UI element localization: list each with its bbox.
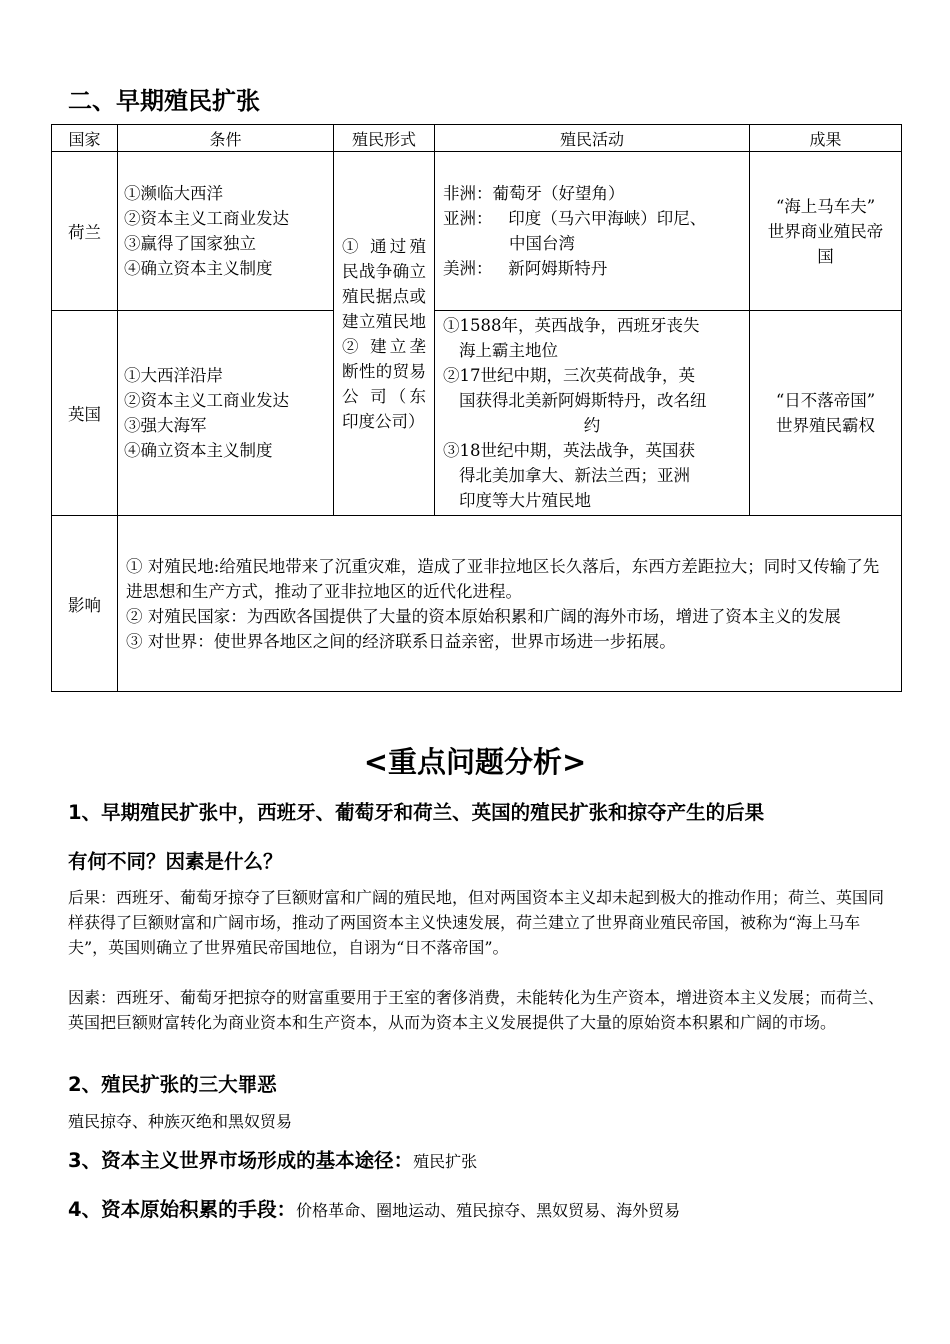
activity-item: ②17世纪中期，三次英荷战争，英 [443, 366, 695, 385]
header-country: 国家 [52, 125, 118, 152]
header-colonial-activities: 殖民活动 [435, 125, 750, 152]
header-conditions: 条件 [118, 125, 334, 152]
activity-america: 美洲： 新阿姆斯特丹 [443, 259, 608, 278]
activities-netherlands [435, 152, 750, 311]
table-row-impact [52, 516, 902, 692]
result-line: “海上马车夫” [775, 196, 876, 216]
activity-africa: 非洲：葡萄牙（好望角） [443, 184, 625, 203]
condition-item: ④确立资本主义制度 [124, 441, 273, 460]
answer-4: 价格革命、圈地运动、殖民掠夺、黑奴贸易、海外贸易 [296, 1201, 681, 1220]
conditions-britain [118, 311, 334, 516]
colonial-expansion-table [51, 124, 902, 692]
activity-item-cont: 印度等大片殖民地 [459, 491, 591, 510]
header-colonial-form: 殖民形式 [334, 125, 435, 152]
answer-1-result: 后果：西班牙、葡萄牙掠夺了巨额财富和广阔的殖民地，但对两国资本主义却未起到极大的推动作用；荷兰、英国同样获得了巨额财富和广阔市场，推动了两国资本主义快速发展，荷兰建立了世界商业殖民帝国，被称为“海上马车夫”，英国则确立了世界殖民帝国地位，自诩为“日不落帝国”。 [68, 888, 885, 957]
question-4-label: 4、资本原始积累的手段： [68, 1198, 297, 1221]
colonial-form: ① 通过殖民战争确立殖民据点或建立殖民地 ② 建立垄断性的贸易 公 司（东印度公司） [334, 152, 435, 516]
result-line: 世界商业殖民帝 [767, 221, 884, 241]
table-row-britain [52, 311, 902, 516]
activity-item-cont: 约 [583, 416, 601, 435]
condition-item: ②资本主义工商业发达 [124, 391, 289, 410]
impact-item: ① 对殖民地:给殖民地带来了沉重灾难，造成了亚非拉地区长久落后，东西方差距拉大；同时又传输了先进思想和生产方式，推动了亚非拉地区的近代化进程。 [126, 556, 880, 601]
answer-2: 殖民掠夺、种族灭绝和黑奴贸易 [68, 1112, 293, 1131]
country-netherlands: 荷兰 [52, 152, 118, 311]
question-1-line-2: 有何不同？因素是什么？ [68, 850, 283, 873]
analysis-title: <重点问题分析> [363, 745, 587, 779]
condition-item: ②资本主义工商业发达 [124, 209, 289, 228]
impact-label: 影响 [52, 516, 118, 692]
answer-1-reason: 因素：西班牙、葡萄牙把掠夺的财富重要用于王室的奢侈消费，未能转化为生产资本，增进资本主义发展；而荷兰、英国把巨额财富转化为商业资本和生产资本，从而为资本主义发展提供了大量的原始资本积累和广阔的市场。 [68, 988, 885, 1032]
activity-item: ①1588年，英西战争，西班牙丧失 [443, 316, 700, 335]
condition-item: ③强大海军 [124, 416, 207, 435]
impact-item: ③ 对世界：使世界各地区之间的经济联系日益亲密，世界市场进一步拓展。 [126, 631, 676, 651]
section-title: 二、早期殖民扩张 [68, 87, 260, 115]
activity-item-cont: 国获得北美新阿姆斯特丹，改名纽 [459, 391, 707, 410]
answer-3: 殖民扩张 [413, 1152, 478, 1171]
activity-asia: 亚洲： 印度（马六甲海峡）印尼、 [443, 209, 707, 228]
header-results: 成果 [750, 125, 902, 152]
condition-item: ④确立资本主义制度 [124, 259, 273, 278]
condition-item: ①濒临大西洋 [124, 184, 223, 203]
condition-item: ③赢得了国家独立 [124, 234, 256, 253]
table-row-netherlands [52, 152, 902, 311]
question-4 [68, 1196, 680, 1225]
result-britain [750, 311, 902, 516]
activity-item: ③18世纪中期，英法战争，英国获 [443, 441, 695, 460]
question-3 [68, 1147, 477, 1176]
activities-britain [435, 311, 750, 516]
country-britain: 英国 [52, 311, 118, 516]
activity-item-cont: 海上霸主地位 [459, 341, 558, 360]
result-line: 国 [817, 246, 834, 266]
question-1-line-1: 1、早期殖民扩张中，西班牙、葡萄牙和荷兰、英国的殖民扩张和掠夺产生的后果 [68, 801, 765, 824]
condition-item: ①大西洋沿岸 [124, 366, 223, 385]
impact-item: ② 对殖民国家：为西欧各国提供了大量的资本原始积累和广阔的海外市场，增进了资本主义的发展 [126, 606, 841, 626]
impact-content [118, 516, 902, 692]
activity-item-cont: 得北美加拿大、新法兰西；亚洲 [459, 466, 690, 485]
activity-asia-cont: 中国台湾 [509, 234, 575, 253]
table-header-row [52, 125, 902, 152]
result-netherlands [750, 152, 902, 311]
question-3-label: 3、资本主义世界市场形成的基本途径： [68, 1149, 414, 1172]
conditions-netherlands [118, 152, 334, 311]
result-line: “日不落帝国” [775, 391, 876, 410]
question-2: 2、殖民扩张的三大罪恶 [68, 1073, 277, 1096]
result-line: 世界殖民霸权 [776, 416, 875, 435]
